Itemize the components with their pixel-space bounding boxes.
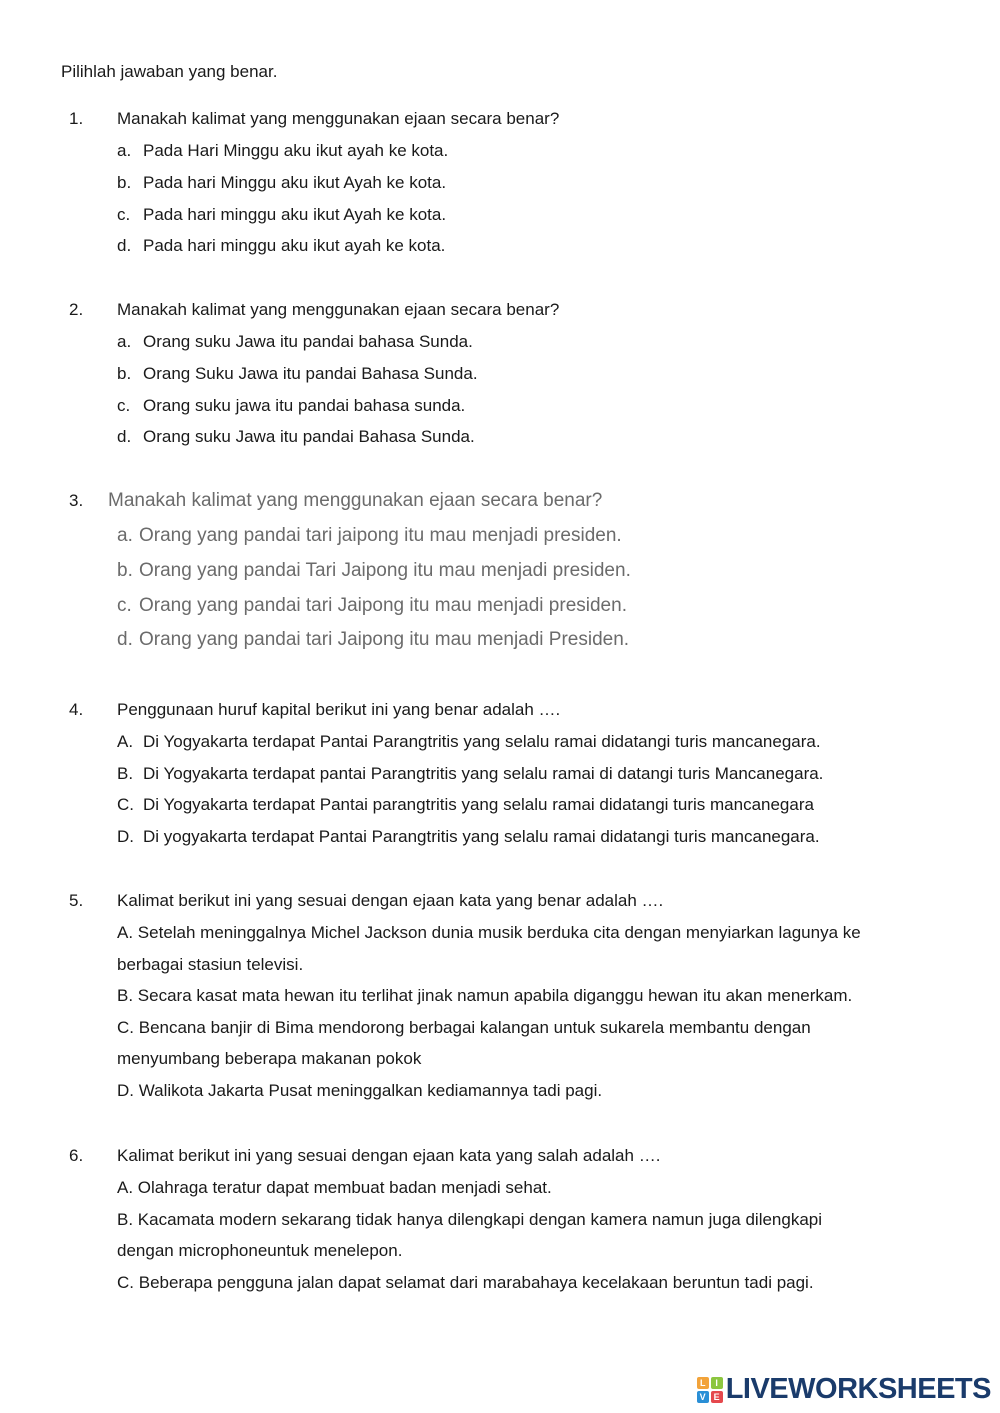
answer-option-b[interactable]	[117, 560, 631, 582]
option-text: Olahraga teratur dapat membuat badan menjadi sehat.	[137, 1178, 552, 1197]
question-text: Kalimat berikut ini yang sesuai dengan ejaan kata yang salah adalah ….	[117, 1146, 661, 1165]
answer-option-c[interactable]	[117, 795, 814, 815]
answer-option-b[interactable]	[117, 364, 478, 384]
option-letter: d.	[117, 629, 133, 650]
option-text: Secara kasat mata hewan itu terlihat jinak namun apabila diganggu hewan itu akan menerkam.	[137, 986, 853, 1005]
answer-option-d[interactable]	[117, 427, 475, 447]
option-letter: c.	[117, 595, 132, 616]
option-text: Bencana banjir di Bima mendorong berbagai kalangan untuk sukarela membantu dengan	[138, 1018, 811, 1037]
option-text: Pada hari minggu aku ikut ayah ke kota.	[143, 236, 446, 255]
option-letter: a.	[117, 525, 133, 546]
answer-option-d[interactable]	[117, 827, 820, 847]
answer-option-b[interactable]	[117, 764, 823, 784]
question-text: Manakah kalimat yang menggunakan ejaan secara benar?	[117, 109, 560, 128]
option-text: Orang suku jawa itu pandai bahasa sunda.	[143, 396, 466, 415]
answer-option-c[interactable]	[117, 1273, 814, 1293]
answer-option-a-continuation: berbagai stasiun televisi.	[117, 955, 304, 974]
question-number: 6.	[69, 1146, 84, 1165]
answer-option-a[interactable]	[117, 141, 448, 161]
question-number: 4.	[69, 700, 84, 719]
option-text: Di Yogyakarta terdapat Pantai parangtritis yang selalu ramai didatangi turis mancanegara	[143, 795, 814, 814]
answer-option-b[interactable]	[117, 173, 446, 193]
option-text: Orang suku Jawa itu pandai bahasa Sunda.	[143, 332, 473, 351]
option-text: Orang yang pandai tari Jaipong itu mau menjadi Presiden.	[139, 629, 630, 650]
option-letter: D.	[117, 827, 134, 846]
option-letter: A.	[117, 732, 134, 751]
option-letter: c.	[117, 396, 131, 415]
option-text: Di Yogyakarta terdapat pantai Parangtritis yang selalu ramai di datangi turis Mancanegara.	[143, 764, 824, 783]
option-letter: A.	[117, 1178, 134, 1197]
logo-text: LIVEWORKSHEETS	[725, 1373, 991, 1405]
option-letter: b.	[117, 173, 132, 192]
option-letter: d.	[117, 236, 132, 255]
question-number: 1.	[69, 109, 84, 128]
answer-option-d[interactable]	[117, 1081, 602, 1101]
option-letter: B.	[117, 986, 134, 1005]
option-text: Pada hari minggu aku ikut Ayah ke kota.	[143, 205, 447, 224]
answer-option-b-continuation: dengan microphoneuntuk menelepon.	[117, 1241, 403, 1260]
option-letter: D.	[117, 1081, 134, 1100]
answer-option-a[interactable]	[117, 1178, 552, 1198]
answer-option-a[interactable]	[117, 525, 622, 547]
option-text: Orang yang pandai tari jaipong itu mau menjadi presiden.	[139, 525, 622, 546]
option-letter: b.	[117, 364, 132, 383]
option-letter: b.	[117, 560, 133, 581]
option-text: Walikota Jakarta Pusat meninggalkan kediamannya tadi pagi.	[138, 1081, 603, 1100]
question-text: Manakah kalimat yang menggunakan ejaan secara benar?	[117, 300, 560, 319]
option-letter: C.	[117, 1273, 134, 1292]
option-text: Di yogyakarta terdapat Pantai Parangtritis yang selalu ramai didatangi turis mancanegara.	[143, 827, 820, 846]
option-text: Setelah meninggalnya Michel Jackson dunia musik berduka cita dengan menyiarkan lagunya ke	[137, 923, 861, 942]
question-text: Manakah kalimat yang menggunakan ejaan secara benar?	[108, 490, 603, 511]
question-number: 3.	[69, 491, 84, 510]
option-text: Orang suku Jawa itu pandai Bahasa Sunda.	[143, 427, 475, 446]
logo-mark-tile: V	[697, 1391, 709, 1403]
option-letter: B.	[117, 764, 134, 783]
logo-mark-tile: E	[711, 1391, 723, 1403]
answer-option-b[interactable]	[117, 986, 852, 1006]
answer-option-d[interactable]	[117, 629, 629, 651]
answer-option-d[interactable]	[117, 236, 445, 256]
option-text: Pada Hari Minggu aku ikut ayah ke kota.	[143, 141, 449, 160]
question-text: Kalimat berikut ini yang sesuai dengan ejaan kata yang benar adalah ….	[117, 891, 664, 910]
option-text: Orang Suku Jawa itu pandai Bahasa Sunda.	[143, 364, 478, 383]
option-text: Orang yang pandai Tari Jaipong itu mau menjadi presiden.	[139, 560, 631, 581]
option-letter: a.	[117, 141, 132, 160]
option-letter: C.	[117, 795, 134, 814]
answer-option-b[interactable]	[117, 1210, 822, 1230]
option-letter: c.	[117, 205, 131, 224]
answer-option-a[interactable]	[117, 923, 861, 943]
option-letter: d.	[117, 427, 132, 446]
option-text: Pada hari Minggu aku ikut Ayah ke kota.	[143, 173, 447, 192]
answer-option-c[interactable]	[117, 595, 627, 617]
answer-option-c[interactable]	[117, 205, 446, 225]
logo-mark-icon	[697, 1377, 723, 1403]
option-letter: a.	[117, 332, 132, 351]
question-number: 2.	[69, 300, 84, 319]
option-text: Kacamata modern sekarang tidak hanya dilengkapi dengan kamera namun juga dilengkapi	[137, 1210, 823, 1229]
question-number: 5.	[69, 891, 84, 910]
instruction-text: Pilihlah jawaban yang benar.	[61, 62, 278, 81]
liveworksheets-logo[interactable]	[697, 1373, 991, 1406]
logo-mark-tile: L	[697, 1377, 709, 1389]
option-letter: C.	[117, 1018, 134, 1037]
answer-option-a[interactable]	[117, 732, 821, 752]
answer-option-a[interactable]	[117, 332, 473, 352]
option-text: Beberapa pengguna jalan dapat selamat dari marabahaya kecelakaan beruntun tadi pagi.	[138, 1273, 814, 1292]
answer-option-c[interactable]	[117, 396, 465, 416]
option-letter: A.	[117, 923, 134, 942]
option-text: Orang yang pandai tari Jaipong itu mau menjadi presiden.	[139, 595, 627, 616]
option-letter: B.	[117, 1210, 134, 1229]
answer-option-c[interactable]	[117, 1018, 811, 1038]
question-text: Penggunaan huruf kapital berikut ini yang benar adalah ….	[117, 700, 561, 719]
logo-mark-tile: I	[711, 1377, 723, 1389]
option-text: Di Yogyakarta terdapat Pantai Parangtritis yang selalu ramai didatangi turis mancanegara.	[143, 732, 821, 751]
answer-option-c-continuation: menyumbang beberapa makanan pokok	[117, 1049, 422, 1068]
